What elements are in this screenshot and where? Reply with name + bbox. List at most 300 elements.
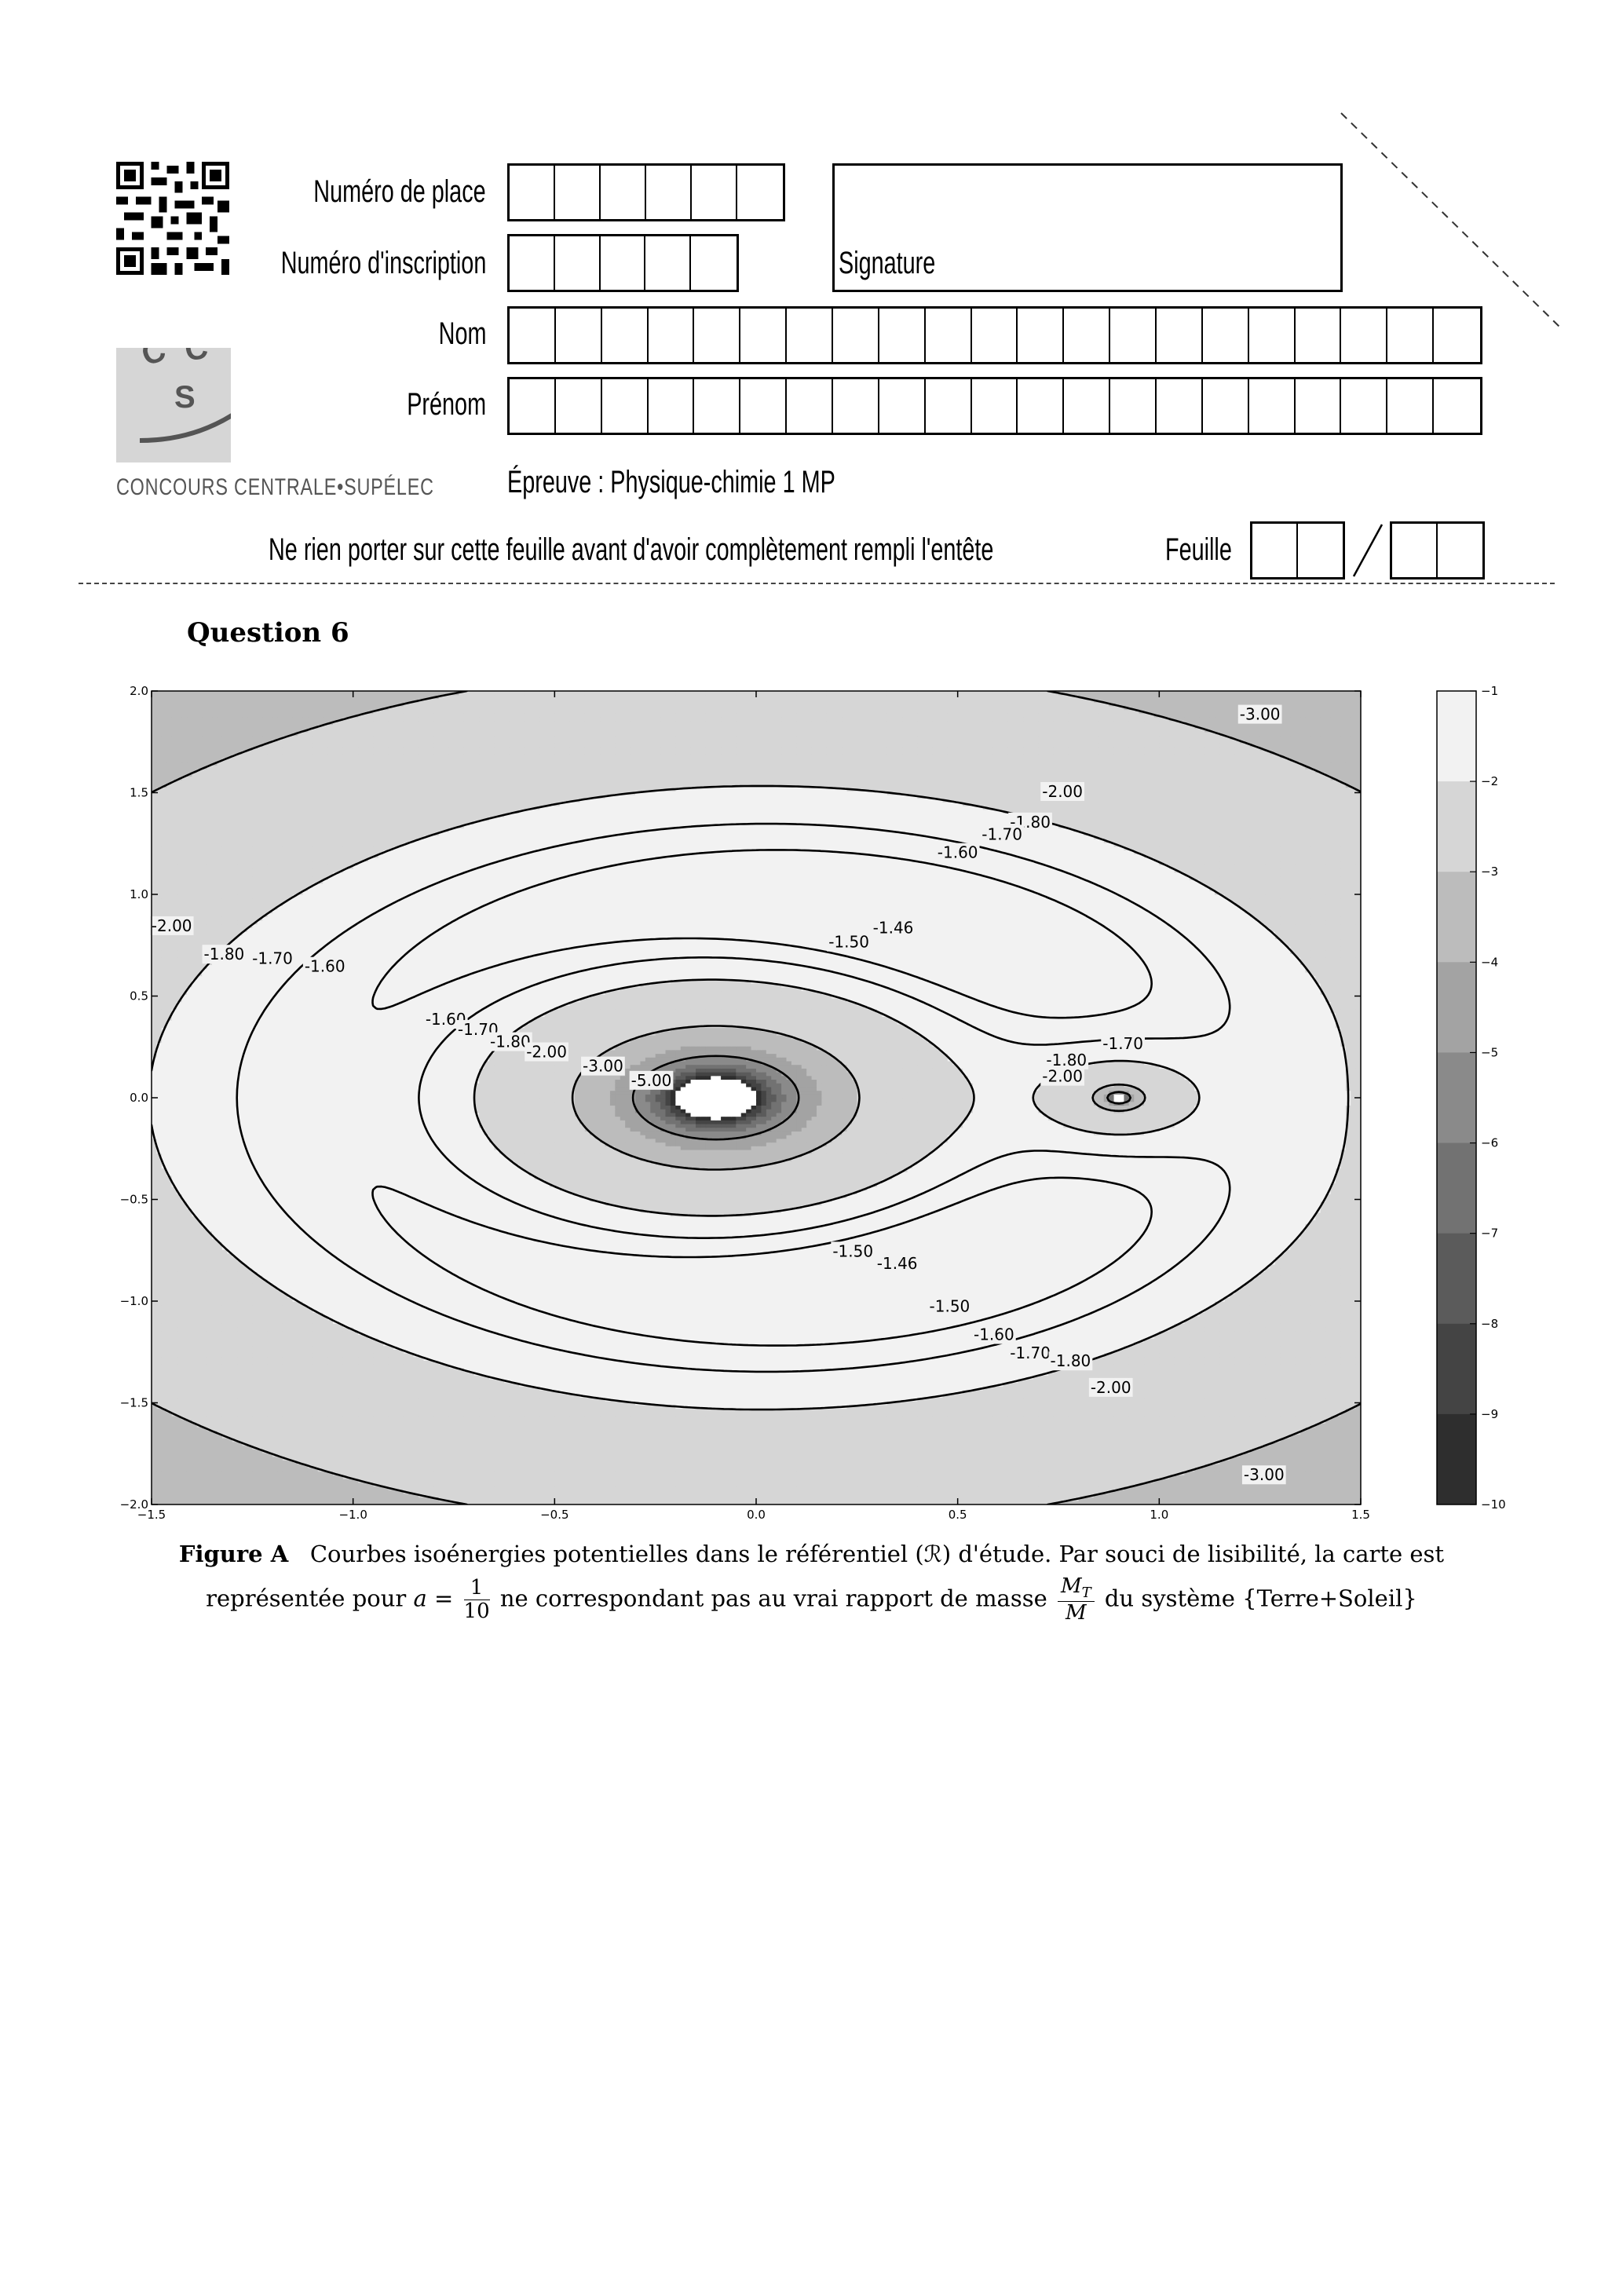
potential-cell bbox=[1235, 1475, 1241, 1479]
potential-cell bbox=[393, 1457, 399, 1461]
potential-cell bbox=[414, 1442, 419, 1446]
potential-cell bbox=[318, 1457, 324, 1461]
potential-cell bbox=[933, 1475, 938, 1479]
potential-cell bbox=[1073, 1446, 1079, 1450]
potential-cell bbox=[716, 1479, 722, 1483]
potential-cell bbox=[398, 1479, 404, 1483]
potential-cell bbox=[565, 1446, 570, 1450]
potential-cell bbox=[761, 1464, 766, 1468]
potential-cell bbox=[832, 1472, 837, 1475]
potential-cell bbox=[1331, 1486, 1336, 1490]
potential-cell bbox=[545, 1486, 550, 1490]
potential-cell bbox=[1285, 1493, 1291, 1497]
potential-cell bbox=[1225, 1486, 1230, 1490]
potential-cell bbox=[656, 1497, 661, 1501]
potential-cell bbox=[585, 1493, 590, 1497]
potential-cell bbox=[1175, 1446, 1180, 1450]
potential-cell bbox=[978, 1442, 983, 1446]
potential-cell bbox=[1200, 1472, 1205, 1475]
potential-cell bbox=[1184, 1493, 1190, 1497]
potential-cell bbox=[817, 1479, 822, 1483]
potential-cell bbox=[892, 1442, 897, 1446]
potential-cell bbox=[545, 1475, 550, 1479]
potential-cell bbox=[585, 1438, 590, 1442]
potential-cell bbox=[172, 1493, 177, 1497]
potential-cell bbox=[671, 1442, 676, 1446]
potential-cell bbox=[1184, 1460, 1190, 1464]
potential-cell bbox=[545, 1468, 550, 1472]
potential-cell bbox=[202, 1457, 207, 1461]
potential-cell bbox=[514, 1490, 520, 1493]
potential-cell bbox=[565, 1449, 570, 1453]
potential-cell bbox=[1033, 1453, 1039, 1457]
potential-cell bbox=[958, 1486, 963, 1490]
potential-cell bbox=[484, 1475, 490, 1479]
potential-cell bbox=[857, 1453, 862, 1457]
potential-cell bbox=[1008, 1472, 1014, 1475]
potential-cell bbox=[1150, 1446, 1155, 1450]
potential-cell bbox=[459, 1493, 464, 1497]
potential-cell bbox=[358, 1497, 364, 1501]
potential-cell bbox=[1179, 1446, 1185, 1450]
potential-cell bbox=[1200, 1457, 1205, 1461]
potential-cell bbox=[923, 1490, 928, 1493]
potential-cell bbox=[681, 1479, 686, 1483]
potential-cell bbox=[1331, 1442, 1336, 1446]
potential-cell bbox=[892, 1453, 897, 1457]
potential-cell bbox=[942, 1464, 948, 1468]
potential-cell bbox=[459, 1449, 464, 1453]
potential-cell bbox=[993, 1446, 999, 1450]
potential-cell bbox=[1098, 1449, 1104, 1453]
potential-cell bbox=[389, 1475, 394, 1479]
potential-cell bbox=[942, 1486, 948, 1490]
potential-cell bbox=[1054, 1442, 1059, 1446]
potential-cell bbox=[187, 1446, 192, 1450]
potential-cell bbox=[1104, 1472, 1109, 1475]
potential-cell bbox=[640, 1446, 645, 1450]
potential-cell bbox=[958, 1493, 963, 1497]
potential-cell bbox=[404, 1486, 409, 1490]
potential-cell bbox=[908, 1453, 913, 1457]
potential-cell bbox=[525, 1449, 530, 1453]
potential-cell bbox=[1109, 1486, 1114, 1490]
potential-cell bbox=[796, 1438, 802, 1442]
potential-cell bbox=[791, 1442, 797, 1446]
potential-cell bbox=[761, 1453, 766, 1457]
potential-cell bbox=[756, 1442, 762, 1446]
potential-cell bbox=[287, 1449, 293, 1453]
potential-cell bbox=[1315, 1457, 1321, 1461]
potential-cell bbox=[1346, 1449, 1351, 1453]
potential-cell bbox=[998, 1446, 1003, 1450]
potential-cell bbox=[353, 1438, 359, 1442]
potential-cell bbox=[1154, 1486, 1160, 1490]
potential-cell bbox=[393, 1446, 399, 1450]
potential-cell bbox=[333, 1490, 338, 1493]
potential-cell bbox=[338, 1442, 343, 1446]
potential-cell bbox=[414, 1457, 419, 1461]
potential-cell bbox=[494, 1472, 499, 1475]
potential-cell bbox=[1235, 1483, 1241, 1486]
potential-cell bbox=[998, 1453, 1003, 1457]
potential-cell bbox=[504, 1460, 510, 1464]
potential-cell bbox=[656, 1483, 661, 1486]
potential-cell bbox=[166, 1442, 172, 1446]
potential-cell bbox=[806, 1464, 812, 1468]
potential-cell bbox=[847, 1464, 853, 1468]
potential-cell bbox=[237, 1493, 243, 1497]
potential-cell bbox=[474, 1486, 480, 1490]
potential-cell bbox=[1144, 1464, 1150, 1468]
potential-cell bbox=[1215, 1497, 1220, 1501]
potential-cell bbox=[897, 1446, 903, 1450]
potential-cell bbox=[640, 1453, 645, 1457]
potential-cell bbox=[469, 1475, 474, 1479]
potential-cell bbox=[787, 1457, 792, 1461]
potential-cell bbox=[1351, 1486, 1356, 1490]
potential-cell bbox=[1210, 1457, 1215, 1461]
potential-cell bbox=[837, 1483, 843, 1486]
potential-cell bbox=[494, 1453, 499, 1457]
potential-cell bbox=[570, 1472, 576, 1475]
potential-cell bbox=[1069, 1453, 1074, 1457]
potential-cell bbox=[736, 1468, 741, 1472]
potential-cell bbox=[948, 1449, 953, 1453]
potential-cell bbox=[433, 1493, 439, 1497]
potential-cell bbox=[877, 1497, 883, 1501]
potential-cell bbox=[1300, 1468, 1306, 1472]
potential-cell bbox=[756, 1446, 762, 1450]
potential-cell bbox=[353, 1490, 359, 1493]
potential-cell bbox=[464, 1493, 470, 1497]
potential-cell bbox=[454, 1479, 459, 1483]
potential-cell bbox=[474, 1490, 480, 1493]
potential-cell bbox=[1325, 1453, 1331, 1457]
potential-cell bbox=[938, 1468, 943, 1472]
potential-cell bbox=[1305, 1497, 1310, 1501]
potential-cell bbox=[1321, 1493, 1326, 1497]
potential-cell bbox=[726, 1483, 732, 1486]
potential-cell bbox=[958, 1472, 963, 1475]
potential-cell bbox=[908, 1442, 913, 1446]
potential-cell bbox=[645, 1479, 651, 1483]
potential-cell bbox=[1219, 1442, 1225, 1446]
potential-cell bbox=[902, 1449, 908, 1453]
potential-cell bbox=[882, 1438, 887, 1442]
potential-cell bbox=[902, 1468, 908, 1472]
potential-cell bbox=[645, 1483, 651, 1486]
potential-cell bbox=[1134, 1472, 1139, 1475]
potential-cell bbox=[1351, 1453, 1356, 1457]
feuille-number-boxes[interactable] bbox=[1250, 521, 1345, 579]
potential-cell bbox=[268, 1479, 273, 1483]
potential-cell bbox=[1154, 1464, 1160, 1468]
potential-cell bbox=[675, 1490, 681, 1493]
potential-cell bbox=[192, 1475, 197, 1479]
potential-cell bbox=[172, 1468, 177, 1472]
potential-cell bbox=[983, 1475, 989, 1479]
potential-cell bbox=[197, 1472, 203, 1475]
potential-cell bbox=[283, 1453, 288, 1457]
potential-cell bbox=[660, 1446, 666, 1450]
potential-cell bbox=[454, 1449, 459, 1453]
potential-cell bbox=[510, 1479, 515, 1483]
potential-cell bbox=[837, 1449, 843, 1453]
potential-cell bbox=[1225, 1483, 1230, 1486]
potential-cell bbox=[464, 1453, 470, 1457]
potential-cell bbox=[469, 1468, 474, 1472]
potential-cell bbox=[721, 1483, 726, 1486]
potential-cell bbox=[429, 1479, 434, 1483]
potential-cell bbox=[504, 1438, 510, 1442]
potential-cell bbox=[821, 1446, 827, 1450]
potential-cell bbox=[791, 1449, 797, 1453]
prenom-boxes[interactable] bbox=[507, 377, 1482, 435]
potential-cell bbox=[494, 1449, 499, 1453]
potential-cell bbox=[867, 1453, 872, 1457]
potential-cell bbox=[212, 1497, 217, 1501]
potential-cell bbox=[817, 1442, 822, 1446]
potential-cell bbox=[771, 1446, 777, 1450]
potential-cell bbox=[187, 1457, 192, 1461]
potential-cell bbox=[1351, 1464, 1356, 1468]
potential-cell bbox=[1044, 1475, 1049, 1479]
potential-cell bbox=[323, 1493, 328, 1497]
potential-cell bbox=[1225, 1468, 1230, 1472]
potential-cell bbox=[751, 1468, 757, 1472]
potential-cell bbox=[529, 1460, 535, 1464]
potential-cell bbox=[933, 1460, 938, 1464]
potential-cell bbox=[303, 1472, 309, 1475]
potential-cell bbox=[867, 1497, 872, 1501]
potential-cell bbox=[882, 1493, 887, 1497]
potential-cell bbox=[942, 1468, 948, 1472]
potential-cell bbox=[635, 1486, 641, 1490]
potential-cell bbox=[908, 1483, 913, 1486]
potential-cell bbox=[459, 1438, 464, 1442]
potential-cell bbox=[570, 1453, 576, 1457]
potential-cell bbox=[166, 1449, 172, 1453]
potential-cell bbox=[998, 1442, 1003, 1446]
feuille-total-boxes[interactable] bbox=[1390, 521, 1485, 579]
potential-cell bbox=[988, 1479, 993, 1483]
potential-cell bbox=[756, 1468, 762, 1472]
potential-cell bbox=[756, 1483, 762, 1486]
potential-cell bbox=[600, 1453, 605, 1457]
potential-cell bbox=[993, 1483, 999, 1486]
potential-cell bbox=[671, 1472, 676, 1475]
potential-cell bbox=[917, 1483, 923, 1486]
potential-cell bbox=[1184, 1449, 1190, 1453]
potential-cell bbox=[625, 1472, 631, 1475]
potential-cell bbox=[1139, 1442, 1145, 1446]
potential-cell bbox=[681, 1453, 686, 1457]
potential-cell bbox=[303, 1483, 309, 1486]
potential-cell bbox=[700, 1483, 706, 1486]
potential-cell bbox=[424, 1457, 430, 1461]
potential-cell bbox=[812, 1472, 817, 1475]
potential-cell bbox=[751, 1493, 757, 1497]
potential-cell bbox=[908, 1457, 913, 1461]
potential-cell bbox=[1215, 1449, 1220, 1453]
potential-cell bbox=[902, 1486, 908, 1490]
potential-cell bbox=[1351, 1446, 1356, 1450]
potential-cell bbox=[207, 1490, 213, 1493]
potential-cell bbox=[303, 1438, 309, 1442]
potential-cell bbox=[1129, 1460, 1135, 1464]
potential-cell bbox=[338, 1453, 343, 1457]
potential-cell bbox=[942, 1457, 948, 1461]
numero-place-boxes[interactable] bbox=[507, 163, 785, 221]
potential-cell bbox=[691, 1479, 696, 1483]
potential-cell bbox=[726, 1438, 732, 1442]
potential-cell bbox=[1029, 1475, 1034, 1479]
potential-cell bbox=[258, 1497, 263, 1501]
potential-cell bbox=[217, 1438, 222, 1442]
potential-cell bbox=[514, 1468, 520, 1472]
potential-cell bbox=[656, 1442, 661, 1446]
potential-cell bbox=[459, 1490, 464, 1493]
numero-inscription-boxes[interactable] bbox=[507, 234, 739, 292]
potential-cell bbox=[514, 1453, 520, 1457]
potential-cell bbox=[777, 1468, 782, 1472]
potential-cell bbox=[1200, 1475, 1205, 1479]
potential-cell bbox=[942, 1460, 948, 1464]
potential-cell bbox=[1285, 1479, 1291, 1483]
potential-cell bbox=[550, 1446, 555, 1450]
potential-cell bbox=[595, 1457, 601, 1461]
potential-cell bbox=[842, 1449, 847, 1453]
potential-cell bbox=[952, 1475, 958, 1479]
potential-cell bbox=[983, 1460, 989, 1464]
potential-cell bbox=[166, 1490, 172, 1493]
potential-cell bbox=[857, 1497, 862, 1501]
qr-code bbox=[116, 162, 229, 275]
potential-cell bbox=[1144, 1453, 1150, 1457]
potential-cell bbox=[696, 1493, 701, 1497]
potential-cell bbox=[433, 1446, 439, 1450]
potential-cell bbox=[812, 1438, 817, 1442]
potential-cell bbox=[842, 1468, 847, 1472]
potential-cell bbox=[766, 1453, 772, 1457]
potential-cell bbox=[579, 1457, 585, 1461]
potential-cell bbox=[1190, 1475, 1195, 1479]
potential-cell bbox=[691, 1453, 696, 1457]
potential-cell bbox=[993, 1475, 999, 1479]
potential-cell bbox=[796, 1493, 802, 1497]
potential-cell bbox=[212, 1475, 217, 1479]
potential-cell bbox=[1265, 1449, 1270, 1453]
potential-cell bbox=[650, 1497, 656, 1501]
potential-cell bbox=[842, 1479, 847, 1483]
potential-cell bbox=[721, 1442, 726, 1446]
potential-cell bbox=[761, 1449, 766, 1453]
potential-cell bbox=[761, 1472, 766, 1475]
potential-cell bbox=[554, 1449, 560, 1453]
potential-cell bbox=[1159, 1490, 1164, 1493]
potential-cell bbox=[283, 1446, 288, 1450]
potential-cell bbox=[1260, 1490, 1266, 1493]
potential-cell bbox=[1029, 1449, 1034, 1453]
potential-cell bbox=[993, 1490, 999, 1493]
potential-cell bbox=[1150, 1472, 1155, 1475]
potential-cell bbox=[358, 1446, 364, 1450]
potential-cell bbox=[827, 1457, 832, 1461]
potential-cell bbox=[781, 1483, 787, 1486]
potential-cell bbox=[685, 1460, 691, 1464]
potential-cell bbox=[232, 1472, 238, 1475]
potential-cell bbox=[348, 1449, 353, 1453]
potential-cell bbox=[1124, 1442, 1129, 1446]
potential-cell bbox=[700, 1468, 706, 1472]
potential-cell bbox=[1194, 1490, 1200, 1493]
potential-cell bbox=[671, 1475, 676, 1479]
potential-cell bbox=[1164, 1449, 1170, 1453]
potential-cell bbox=[837, 1468, 843, 1472]
potential-cell bbox=[449, 1490, 455, 1493]
potential-cell bbox=[499, 1468, 505, 1472]
potential-cell bbox=[298, 1449, 303, 1453]
potential-cell bbox=[499, 1479, 505, 1483]
potential-cell bbox=[912, 1446, 918, 1450]
potential-cell bbox=[1104, 1493, 1109, 1497]
potential-cell bbox=[615, 1457, 620, 1461]
potential-cell bbox=[318, 1475, 324, 1479]
potential-cell bbox=[1260, 1457, 1266, 1461]
potential-cell bbox=[207, 1483, 213, 1486]
potential-cell bbox=[721, 1490, 726, 1493]
potential-cell bbox=[1194, 1497, 1200, 1501]
potential-cell bbox=[877, 1486, 883, 1490]
potential-cell bbox=[908, 1464, 913, 1468]
potential-cell bbox=[882, 1457, 887, 1461]
potential-cell bbox=[252, 1475, 258, 1479]
potential-cell bbox=[696, 1460, 701, 1464]
potential-cell bbox=[908, 1446, 913, 1450]
potential-cell bbox=[489, 1468, 495, 1472]
potential-cell bbox=[685, 1468, 691, 1472]
potential-cell bbox=[796, 1449, 802, 1453]
potential-cell bbox=[550, 1464, 555, 1468]
potential-cell bbox=[1275, 1497, 1281, 1501]
potential-cell bbox=[1275, 1493, 1281, 1497]
potential-cell bbox=[821, 1438, 827, 1442]
potential-cell bbox=[726, 1490, 732, 1493]
potential-cell bbox=[897, 1468, 903, 1472]
potential-cell bbox=[897, 1472, 903, 1475]
potential-cell bbox=[942, 1475, 948, 1479]
potential-cell bbox=[414, 1438, 419, 1442]
potential-cell bbox=[479, 1457, 484, 1461]
potential-cell bbox=[277, 1442, 283, 1446]
potential-cell bbox=[1331, 1453, 1336, 1457]
potential-cell bbox=[640, 1483, 645, 1486]
potential-cell bbox=[958, 1446, 963, 1450]
potential-cell bbox=[877, 1449, 883, 1453]
potential-cell bbox=[1235, 1486, 1241, 1490]
potential-cell bbox=[525, 1442, 530, 1446]
potential-cell bbox=[166, 1497, 172, 1501]
potential-cell bbox=[338, 1483, 343, 1486]
potential-cell bbox=[1094, 1457, 1099, 1461]
potential-cell bbox=[579, 1490, 585, 1493]
potential-cell bbox=[631, 1464, 636, 1468]
potential-cell bbox=[1300, 1442, 1306, 1446]
potential-cell bbox=[1008, 1460, 1014, 1464]
potential-cell bbox=[963, 1442, 968, 1446]
potential-cell bbox=[182, 1453, 188, 1457]
